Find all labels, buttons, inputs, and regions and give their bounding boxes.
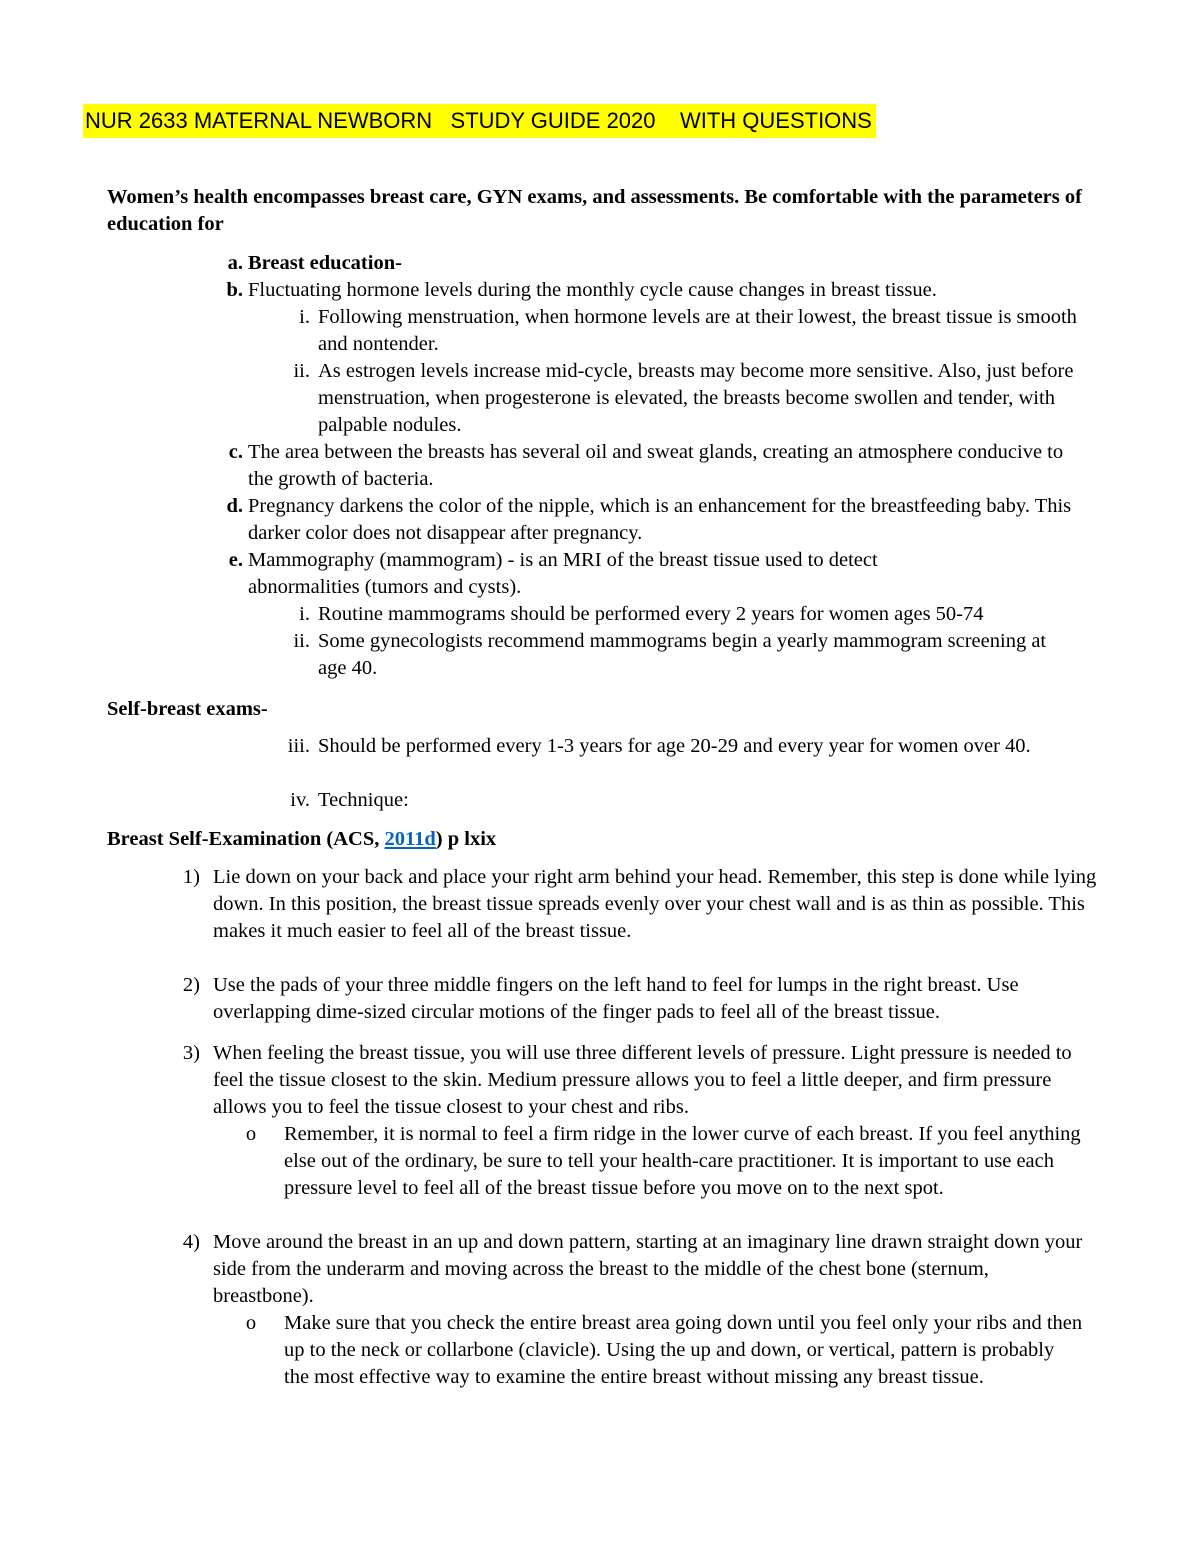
self-breast-exams-heading: Self-breast exams- — [107, 698, 268, 720]
list-text: Some gynecologists recommend mammograms begin a yearly mammogram screening at age 40. — [318, 630, 1047, 679]
list-marker: 4) — [182, 1231, 200, 1253]
list-marker: i. — [299, 603, 310, 625]
list-text: As estrogen levels increase mid-cycle, breasts may become more sensitive. Also, just before menstruation, when progesterone is elevated, the breasts become swollen and tender, with palpable nodules. — [318, 360, 1074, 436]
document-title: NUR 2633 MATERNAL NEWBORN STUDY GUIDE 2020 WITH QUESTIONS — [83, 104, 876, 138]
list-text: Lie down on your back and place your right arm behind your head. Remember, this step is done while lying down. In this position, the breast tissue spreads evenly over your chest wall and is as thin as possible. This makes it much easier to feel all of the breast tissue. — [213, 866, 1097, 942]
list-text: Move around the breast in an up and down pattern, starting at an imaginary line drawn straight down your side from the underarm and moving across the breast to the middle of the chest bone (sternum, breastbone). — [213, 1231, 1083, 1307]
list-text: The area between the breasts has several oil and sweat glands, creating an atmosphere conducive to the growth of bacteria. — [248, 441, 1064, 490]
list-marker: iv. — [290, 789, 310, 811]
list-text: Remember, it is normal to feel a firm ridge in the lower curve of each breast. If you feel anything else out of the ordinary, be sure to tell your health-care practitioner. It is important to use each pressure level to feel all of the breast tissue before you move on to the next spot. — [284, 1123, 1081, 1199]
list-marker: b. — [226, 279, 243, 301]
list-marker: ii. — [293, 360, 310, 382]
list-marker: a. — [227, 252, 243, 274]
list-marker: i. — [299, 306, 310, 328]
bse-heading-page: ) p lxix — [435, 828, 497, 850]
list-marker: d. — [226, 495, 243, 517]
citation-link[interactable]: 2011d — [384, 828, 436, 850]
intro-paragraph: Women’s health encompasses breast care, GYN exams, and assessments. Be comfortable with the parameters of education for — [107, 186, 1082, 235]
list-text: Technique: — [318, 789, 409, 811]
bse-heading — [107, 826, 496, 853]
list-text: Should be performed every 1-3 years for age 20-29 and every year for women over 40. — [318, 735, 1031, 757]
list-text: Pregnancy darkens the color of the nipple, which is an enhancement for the breastfeeding baby. This darker color does not disappear after pregnancy. — [248, 495, 1072, 544]
list-marker: c. — [228, 441, 243, 463]
list-marker: 2) — [182, 974, 200, 996]
list-text: Breast education- — [248, 252, 402, 274]
bullet-marker: o — [245, 1123, 257, 1145]
bse-heading-text: Breast Self-Examination (ACS, — [107, 828, 385, 850]
bullet-marker: o — [245, 1312, 257, 1334]
list-text: Make sure that you check the entire breast area going down until you feel only your ribs and then up to the neck or collarbone (clavicle). Using the up and down, or vertical, pattern is probably the most effective way to examine the entire breast without missing any breast tissue. — [284, 1312, 1083, 1388]
list-text: When feeling the breast tissue, you will use three different levels of pressure. Light pressure is needed to feel the tissue closest to the skin. Medium pressure allows you to feel a little deeper, and firm pressure allows you to feel the tissue closest to your chest and ribs. — [213, 1042, 1072, 1118]
list-text: Use the pads of your three middle fingers on the left hand to feel for lumps in the right breast. Use overlapping dime-sized circular motions of the finger pads to feel all of the breast tissue. — [213, 974, 1019, 1023]
list-text: Mammography (mammogram) - is an MRI of the breast tissue used to detect abnormalities (tumors and cysts). — [248, 549, 878, 598]
list-marker: 3) — [182, 1042, 200, 1064]
list-marker: e. — [228, 549, 243, 571]
list-text: Fluctuating hormone levels during the monthly cycle cause changes in breast tissue. — [248, 279, 937, 301]
list-marker: ii. — [293, 630, 310, 652]
list-marker: 1) — [182, 866, 200, 888]
list-text: Following menstruation, when hormone levels are at their lowest, the breast tissue is smooth and nontender. — [318, 306, 1077, 355]
list-text: Routine mammograms should be performed every 2 years for women ages 50-74 — [318, 603, 984, 625]
list-marker: iii. — [287, 735, 310, 757]
